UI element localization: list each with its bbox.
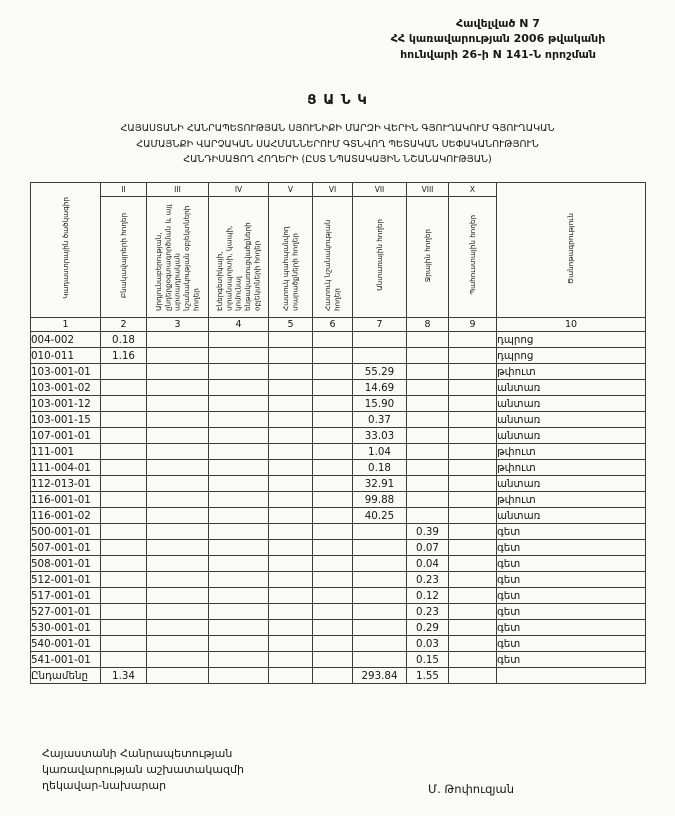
value-cell (313, 524, 353, 540)
value-cell (269, 524, 313, 540)
value-cell (101, 412, 147, 428)
value-cell (147, 572, 209, 588)
table-row (31, 428, 646, 444)
value-cell (449, 380, 497, 396)
value-cell (147, 524, 209, 540)
value-cell (269, 492, 313, 508)
value-cell: 1.04 (353, 444, 407, 460)
total-value-cell (147, 668, 209, 684)
table-row (31, 460, 646, 476)
signatory-title-line-2: կառավարության աշխատակազմի (42, 762, 244, 776)
value-cell (209, 588, 269, 604)
value-cell (313, 556, 353, 572)
value-cell (101, 636, 147, 652)
value-cell (313, 460, 353, 476)
value-cell (353, 332, 407, 348)
total-value-cell: 1.55 (407, 668, 449, 684)
value-cell (449, 492, 497, 508)
value-cell (101, 556, 147, 572)
cadastral-code-cell: 010-011 (31, 348, 101, 364)
table-row (31, 508, 646, 524)
value-cell (449, 556, 497, 572)
value-cell (209, 476, 269, 492)
total-value-cell (313, 668, 353, 684)
value-cell (101, 492, 147, 508)
value-cell (269, 348, 313, 364)
value-cell: 0.07 (407, 540, 449, 556)
cadastral-code-cell: 116-001-02 (31, 508, 101, 524)
value-cell (147, 636, 209, 652)
value-cell (353, 572, 407, 588)
value-cell (449, 412, 497, 428)
value-cell (209, 332, 269, 348)
value-cell (209, 364, 269, 380)
column-header-label: Ծանոթագրություն (566, 212, 576, 284)
note-cell: գետ (497, 524, 646, 540)
table-row (31, 444, 646, 460)
value-cell (407, 380, 449, 396)
value-cell (449, 540, 497, 556)
value-cell (407, 332, 449, 348)
value-cell (269, 412, 313, 428)
note-cell: անտառ (497, 428, 646, 444)
column-number: 4 (209, 318, 269, 332)
value-cell: 55.29 (353, 364, 407, 380)
value-cell (209, 556, 269, 572)
column-header-10 (497, 183, 646, 318)
value-cell (449, 348, 497, 364)
value-cell (313, 652, 353, 668)
note-cell: գետ (497, 652, 646, 668)
cadastral-code-cell: 004-002 (31, 332, 101, 348)
value-cell (269, 508, 313, 524)
value-cell (209, 492, 269, 508)
column-number: 2 (101, 318, 147, 332)
note-cell: գետ (497, 620, 646, 636)
value-cell (147, 508, 209, 524)
total-value-cell (209, 668, 269, 684)
value-cell (313, 364, 353, 380)
column-header-label: Հատուկ նշանակության հողեր (323, 219, 342, 312)
note-cell: անտառ (497, 396, 646, 412)
value-cell (269, 604, 313, 620)
table-row (31, 412, 646, 428)
value-cell (269, 396, 313, 412)
table-row (31, 364, 646, 380)
column-header-label: Ջրային հողեր (422, 228, 432, 282)
value-cell (407, 492, 449, 508)
total-row (31, 668, 646, 684)
value-cell (353, 604, 407, 620)
note-cell: անտառ (497, 476, 646, 492)
value-cell (449, 428, 497, 444)
column-number: 5 (269, 318, 313, 332)
value-cell (313, 604, 353, 620)
column-roman-numeral: II (101, 183, 147, 197)
cadastral-code-cell: 500-001-01 (31, 524, 101, 540)
value-cell: 33.03 (353, 428, 407, 444)
value-cell: 0.15 (407, 652, 449, 668)
column-header-label: Կադաստրային ծածկագիր (60, 197, 70, 300)
value-cell (449, 620, 497, 636)
cadastral-code-cell: 107-001-01 (31, 428, 101, 444)
table-row (31, 652, 646, 668)
value-cell (101, 652, 147, 668)
value-cell (449, 396, 497, 412)
value-cell (269, 572, 313, 588)
value-cell (147, 604, 209, 620)
appendix-reference (343, 16, 653, 62)
note-cell: գետ (497, 588, 646, 604)
value-cell (313, 428, 353, 444)
value-cell (407, 476, 449, 492)
column-number: 9 (449, 318, 497, 332)
column-number: 10 (497, 318, 646, 332)
appendix-line-2: ՀՀ կառավարության 2006 թվականի (390, 32, 606, 46)
value-cell (147, 588, 209, 604)
value-cell (101, 620, 147, 636)
note-cell: անտառ (497, 508, 646, 524)
table-row (31, 396, 646, 412)
value-cell (147, 444, 209, 460)
cadastral-code-cell: 527-001-01 (31, 604, 101, 620)
cadastral-code-cell: 103-001-02 (31, 380, 101, 396)
value-cell (209, 572, 269, 588)
value-cell: 14.69 (353, 380, 407, 396)
page-title: Ց Ա Ն Կ (307, 92, 368, 109)
value-cell: 0.23 (407, 572, 449, 588)
column-header-4 (209, 197, 269, 318)
value-cell (147, 540, 209, 556)
column-header-6 (313, 197, 353, 318)
value-cell (209, 540, 269, 556)
note-cell: գետ (497, 604, 646, 620)
value-cell (313, 380, 353, 396)
cadastral-code-cell: 512-001-01 (31, 572, 101, 588)
value-cell (209, 604, 269, 620)
note-cell: գետ (497, 636, 646, 652)
column-header-1 (31, 183, 101, 318)
value-cell (353, 556, 407, 572)
total-label-cell: Ընդամենը (31, 668, 101, 684)
note-cell: թփուտ (497, 492, 646, 508)
column-roman-numeral: VI (313, 183, 353, 197)
value-cell (449, 524, 497, 540)
note-cell: գետ (497, 572, 646, 588)
land-table (30, 182, 646, 684)
value-cell (313, 620, 353, 636)
value-cell (101, 524, 147, 540)
value-cell (449, 476, 497, 492)
cadastral-code-cell: 530-001-01 (31, 620, 101, 636)
value-cell: 99.88 (353, 492, 407, 508)
cadastral-code-cell: 507-001-01 (31, 540, 101, 556)
total-value-cell: 1.34 (101, 668, 147, 684)
value-cell (449, 572, 497, 588)
value-cell (313, 508, 353, 524)
table-row (31, 588, 646, 604)
column-header-2 (101, 197, 147, 318)
cadastral-code-cell: 103-001-01 (31, 364, 101, 380)
value-cell (449, 508, 497, 524)
cadastral-code-cell: 112-013-01 (31, 476, 101, 492)
value-cell (313, 492, 353, 508)
value-cell (209, 396, 269, 412)
value-cell (147, 348, 209, 364)
value-cell (449, 588, 497, 604)
table-row (31, 556, 646, 572)
value-cell (269, 652, 313, 668)
value-cell (147, 364, 209, 380)
value-cell (407, 412, 449, 428)
value-cell (147, 332, 209, 348)
value-cell (407, 348, 449, 364)
value-cell (101, 444, 147, 460)
subtitle-line-1: ՀԱՅԱՍՏԱՆԻ ՀԱՆՐԱՊԵՏՈՒԹՅԱՆ ՍՅՈՒՆԻՔԻ ՄԱՐԶԻ ՎԵՐԻՆ ԳՅՈՒՂԱԿՈՒՄ ԳՅՈՒՂԱԿԱՆ (120, 123, 555, 135)
column-header-9 (449, 197, 497, 318)
value-cell (269, 588, 313, 604)
signatory-title-block (42, 746, 244, 794)
note-cell: գետ (497, 556, 646, 572)
total-value-cell: 293.84 (353, 668, 407, 684)
value-cell (101, 604, 147, 620)
note-cell: գետ (497, 540, 646, 556)
document-subtitle (0, 121, 675, 167)
value-cell (147, 460, 209, 476)
column-header-7 (353, 197, 407, 318)
total-value-cell (269, 668, 313, 684)
value-cell (407, 364, 449, 380)
column-roman-numeral: III (147, 183, 209, 197)
signatory-title-line-1: Հայաստանի Հանրապետության (42, 747, 233, 760)
cadastral-code-cell: 508-001-01 (31, 556, 101, 572)
value-cell (209, 652, 269, 668)
value-cell (353, 540, 407, 556)
value-cell (269, 620, 313, 636)
table-row (31, 540, 646, 556)
column-roman-numeral: IV (209, 183, 269, 197)
column-number: 3 (147, 318, 209, 332)
value-cell: 0.12 (407, 588, 449, 604)
table-row (31, 476, 646, 492)
column-roman-numeral: X (449, 183, 497, 197)
value-cell (449, 636, 497, 652)
subtitle-line-3: ՀԱՆԴԻՍԱՑՈՂ ՀՈՂԵՐԻ (ԸՍՏ ՆՊԱՏԱԿԱՅԻՆ ՆՇԱՆԱԿՈՒԹՅԱՆ) (183, 153, 492, 165)
value-cell (269, 540, 313, 556)
value-cell (269, 556, 313, 572)
note-cell: թփուտ (497, 460, 646, 476)
table-row (31, 524, 646, 540)
value-cell: 15.90 (353, 396, 407, 412)
column-roman-numeral: VII (353, 183, 407, 197)
value-cell (353, 652, 407, 668)
value-cell (101, 428, 147, 444)
value-cell (147, 396, 209, 412)
value-cell (407, 444, 449, 460)
value-cell (147, 476, 209, 492)
column-header-label: Հատուկ պահպանվող տարածքների հողեր (281, 226, 300, 312)
value-cell (209, 380, 269, 396)
cadastral-code-cell: 111-001 (31, 444, 101, 460)
value-cell (353, 620, 407, 636)
value-cell: 0.18 (101, 332, 147, 348)
table-row (31, 604, 646, 620)
value-cell (313, 348, 353, 364)
value-cell (407, 396, 449, 412)
note-cell: անտառ (497, 380, 646, 396)
signatory-title-line-3: ղեկավար-նախարար (42, 778, 167, 792)
note-cell: թփուտ (497, 364, 646, 380)
column-number: 1 (31, 318, 101, 332)
value-cell (209, 460, 269, 476)
value-cell: 1.16 (101, 348, 147, 364)
value-cell (269, 428, 313, 444)
cadastral-code-cell: 540-001-01 (31, 636, 101, 652)
value-cell (313, 572, 353, 588)
value-cell (101, 380, 147, 396)
value-cell (147, 492, 209, 508)
note-cell: անտառ (497, 412, 646, 428)
table-body (31, 332, 646, 684)
value-cell (209, 524, 269, 540)
value-cell (209, 444, 269, 460)
value-cell (209, 428, 269, 444)
value-cell (353, 636, 407, 652)
value-cell (313, 444, 353, 460)
note-cell: դպրոց (497, 332, 646, 348)
cadastral-code-cell: 116-001-01 (31, 492, 101, 508)
signature-name: Մ. Թոփուզյան (428, 782, 514, 796)
cadastral-code-cell: 103-001-15 (31, 412, 101, 428)
table-row (31, 380, 646, 396)
value-cell: 40.25 (353, 508, 407, 524)
column-number: 7 (353, 318, 407, 332)
column-header-8 (407, 197, 449, 318)
total-value-cell (449, 668, 497, 684)
value-cell (269, 460, 313, 476)
column-header-label: Արդյունաբերության, ընդերքօգտագործման և այլ արտադրական նշանակության օբյեկտների հողեր (154, 204, 201, 312)
value-cell (449, 604, 497, 620)
table-header (31, 183, 646, 332)
value-cell (353, 588, 407, 604)
value-cell (209, 508, 269, 524)
value-cell (101, 540, 147, 556)
value-cell (449, 364, 497, 380)
value-cell (101, 588, 147, 604)
value-cell (353, 524, 407, 540)
value-cell (209, 348, 269, 364)
note-cell: թփուտ (497, 444, 646, 460)
value-cell (313, 476, 353, 492)
value-cell (407, 460, 449, 476)
column-header-label: Էներգետիկայի, տրանսպորտի, կապի, կոմունալ ենթակառուցվածքների օբյեկտների հողեր (215, 222, 262, 312)
table-row (31, 572, 646, 588)
appendix-line-3: հունվարի 26-ի N 141-Ն որոշման (400, 47, 596, 61)
value-cell (147, 620, 209, 636)
column-header-label: Բնակավայրերի հողեր (118, 212, 128, 298)
value-cell (353, 348, 407, 364)
value-cell (101, 364, 147, 380)
cadastral-code-cell: 111-004-01 (31, 460, 101, 476)
value-cell: 0.03 (407, 636, 449, 652)
value-cell (313, 636, 353, 652)
column-number: 8 (407, 318, 449, 332)
value-cell (449, 652, 497, 668)
column-roman-numeral: V (269, 183, 313, 197)
value-cell: 0.23 (407, 604, 449, 620)
cadastral-code-cell: 541-001-01 (31, 652, 101, 668)
value-cell (449, 332, 497, 348)
value-cell (269, 444, 313, 460)
value-cell: 0.37 (353, 412, 407, 428)
cadastral-code-cell: 103-001-12 (31, 396, 101, 412)
appendix-line-1: Հավելված N 7 (456, 17, 540, 30)
value-cell: 0.29 (407, 620, 449, 636)
value-cell (313, 412, 353, 428)
value-cell (449, 460, 497, 476)
total-value-cell (497, 668, 646, 684)
value-cell (147, 556, 209, 572)
table-row (31, 492, 646, 508)
table-row (31, 620, 646, 636)
column-header-5 (269, 197, 313, 318)
value-cell (269, 380, 313, 396)
subtitle-line-2: ՀԱՄԱՅՆՔԻ ՎԱՐՉԱԿԱՆ ՍԱՀՄԱՆՆԵՐՈՒՄ ԳՏՆՎՈՂ ՊԵՏԱԿԱՆ ՍԵՓԱԿԱՆՈՒԹՅՈՒՆ (136, 138, 539, 150)
value-cell (407, 428, 449, 444)
header-roman-row (31, 183, 646, 197)
value-cell (101, 572, 147, 588)
value-cell (313, 332, 353, 348)
value-cell (313, 540, 353, 556)
value-cell (101, 460, 147, 476)
note-cell: դպրոց (497, 348, 646, 364)
value-cell (407, 508, 449, 524)
value-cell (269, 364, 313, 380)
column-header-3 (147, 197, 209, 318)
table-row (31, 348, 646, 364)
value-cell (209, 412, 269, 428)
value-cell (101, 476, 147, 492)
cadastral-code-cell: 517-001-01 (31, 588, 101, 604)
value-cell (101, 508, 147, 524)
column-number: 6 (313, 318, 353, 332)
value-cell (269, 476, 313, 492)
value-cell (313, 588, 353, 604)
column-roman-numeral: VIII (407, 183, 449, 197)
value-cell: 0.18 (353, 460, 407, 476)
value-cell (209, 636, 269, 652)
value-cell (269, 332, 313, 348)
value-cell (147, 652, 209, 668)
value-cell: 0.04 (407, 556, 449, 572)
value-cell (147, 380, 209, 396)
value-cell (147, 428, 209, 444)
value-cell (209, 620, 269, 636)
column-header-label: Անտառային հողեր (374, 219, 384, 292)
value-cell: 0.39 (407, 524, 449, 540)
value-cell (147, 412, 209, 428)
value-cell: 32.91 (353, 476, 407, 492)
header-number-row (31, 318, 646, 332)
value-cell (101, 396, 147, 412)
table-row (31, 332, 646, 348)
value-cell (313, 396, 353, 412)
column-header-label: Պահուստային հողեր (467, 215, 477, 296)
value-cell (269, 636, 313, 652)
table-row (31, 636, 646, 652)
value-cell (449, 444, 497, 460)
